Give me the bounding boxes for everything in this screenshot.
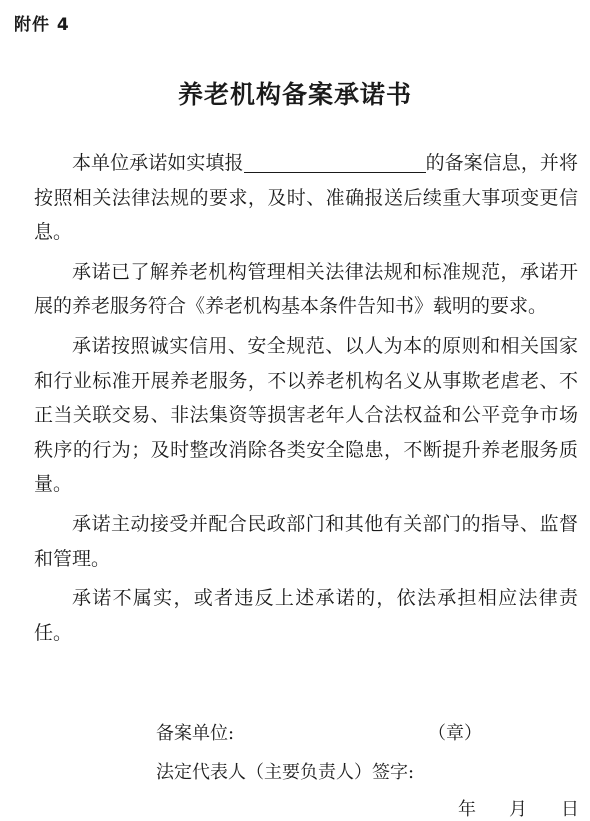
document-title: 养老机构备案承诺书 <box>177 80 412 109</box>
paragraph-standards: 承诺已了解养老机构管理相关法律法规和标准规范，承诺开展的养老服务符合《养老机构基本条件告知书》载明的要求。 <box>34 260 578 318</box>
date-year-label: 年 <box>458 799 476 820</box>
blank-fill-line <box>244 152 426 173</box>
representative-signature-label: 法定代表人（主要负责人）签字: <box>156 762 415 783</box>
paragraph-filing-info <box>34 146 578 250</box>
commitment-body <box>34 146 578 655</box>
paragraph-integrity: 承诺按照诚实信用、安全规范、以人为本的原则和相关国家和行业标准开展养老服务，不以养老机构名义从事欺老虐老、不正当关联交易、非法集资等损害老年人合法权益和公平竞争市场秩序的行为；及时整改消除各类安全隐患，不断提升养老服务质量。 <box>34 334 578 496</box>
seal-label: （章） <box>428 723 482 744</box>
date-day-label: 日 <box>561 799 579 820</box>
date-month-label: 月 <box>509 799 527 820</box>
attachment-label: 附件 4 <box>14 15 70 35</box>
paragraph-liability: 承诺不属实，或者违反上述承诺的，依法承担相应法律责任。 <box>34 587 578 644</box>
filing-unit-label: 备案单位: <box>156 723 235 744</box>
paragraph-supervision: 承诺主动接受并配合民政部门和其他有关部门的指导、监督和管理。 <box>34 512 578 570</box>
paragraph-1-lead: 本单位承诺如实填报 <box>72 152 244 174</box>
paragraph-1-rest: 的备案信息，并将按照相关法律法规的要求，及时、准确报送后续重大事项变更信息。 <box>34 152 578 244</box>
